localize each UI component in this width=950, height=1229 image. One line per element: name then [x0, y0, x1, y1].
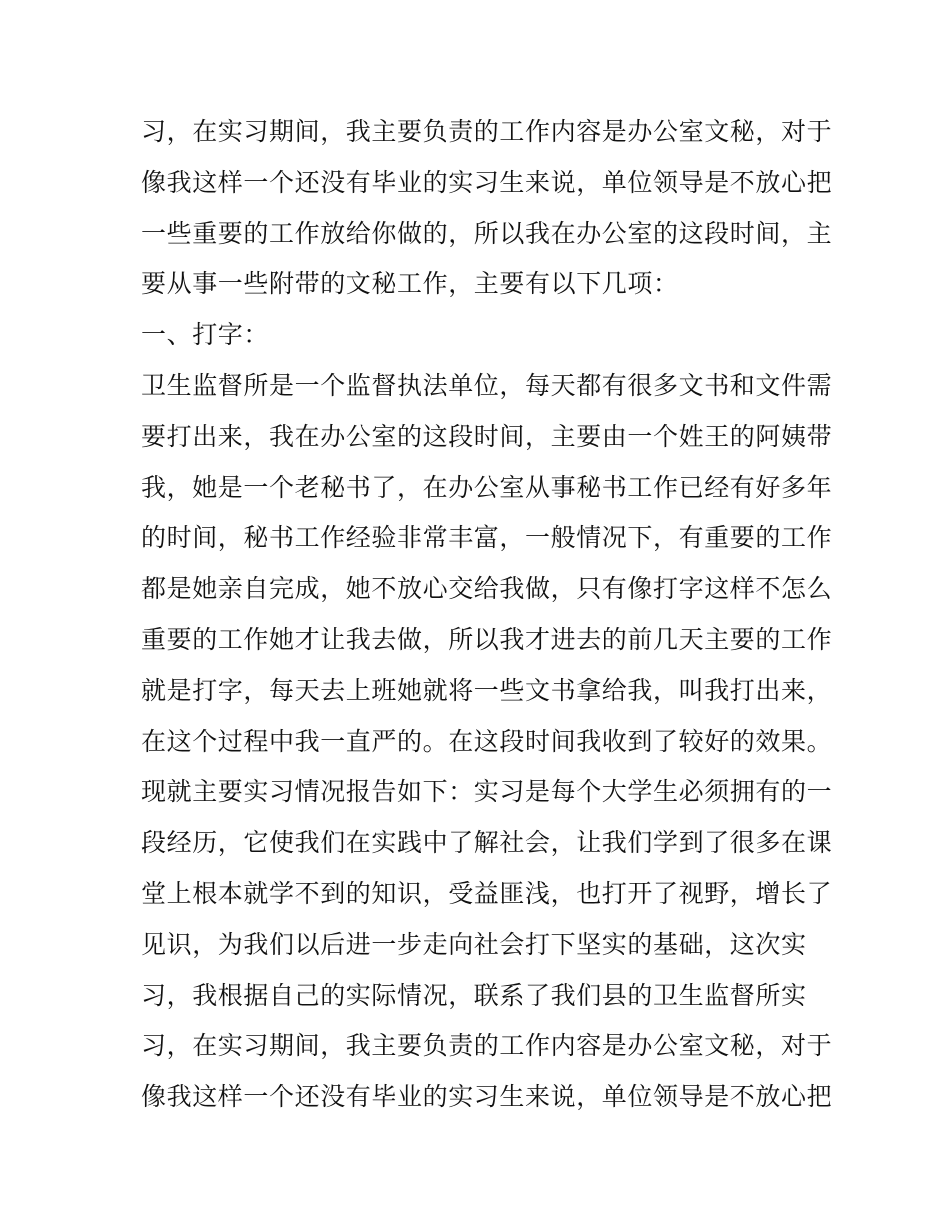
text-line: 要打出来，我在办公室的这段时间，主要由一个姓王的阿姨带 — [141, 421, 833, 451]
text-line: 我，她是一个老秘书了，在办公室从事秘书工作已经有好多年 — [141, 472, 833, 502]
text-line: 习，在实习期间，我主要负责的工作内容是办公室文秘，对于 — [141, 1031, 833, 1061]
text-line: 段经历，它使我们在实践中了解社会，让我们学到了很多在课 — [141, 828, 833, 858]
text-line: 的时间，秘书工作经验非常丰富，一般情况下，有重要的工作 — [141, 523, 833, 553]
text-line: 就是打字，每天去上班她就将一些文书拿给我，叫我打出来， — [141, 675, 833, 705]
text-line: 一些重要的工作放给你做的，所以我在办公室的这段时间，主 — [141, 218, 833, 248]
text-line: 堂上根本就学不到的知识，受益匪浅，也打开了视野，增长了 — [141, 878, 833, 908]
text-line: 习，在实习期间，我主要负责的工作内容是办公室文秘，对于 — [141, 117, 833, 146]
text-line: 习，我根据自己的实际情况，联系了我们县的卫生监督所实 — [141, 980, 807, 1010]
body-text — [141, 107, 833, 1123]
text-line: 卫生监督所是一个监督执法单位，每天都有很多文书和文件需 — [141, 370, 833, 400]
text-line: 像我这样一个还没有毕业的实习生来说，单位领导是不放心把 — [141, 167, 833, 197]
text-line: 在这个过程中我一直严的。在这段时间我收到了较好的效果。 — [141, 726, 833, 756]
text-line: 都是她亲自完成，她不放心交给我做，只有像打字这样不怎么 — [141, 574, 833, 604]
section-heading: 一、打字： — [141, 320, 270, 350]
text-line: 要从事一些附带的文秘工作，主要有以下几项： — [141, 269, 679, 299]
text-line: 像我这样一个还没有毕业的实习生来说，单位领导是不放心把 — [141, 1082, 833, 1112]
text-line: 现就主要实习情况报告如下：实习是每个大学生必须拥有的一 — [141, 777, 833, 807]
text-line: 重要的工作她才让我去做，所以我才进去的前几天主要的工作 — [141, 624, 833, 654]
text-line: 见识，为我们以后进一步走向社会打下坚实的基础，这次实 — [141, 929, 807, 959]
